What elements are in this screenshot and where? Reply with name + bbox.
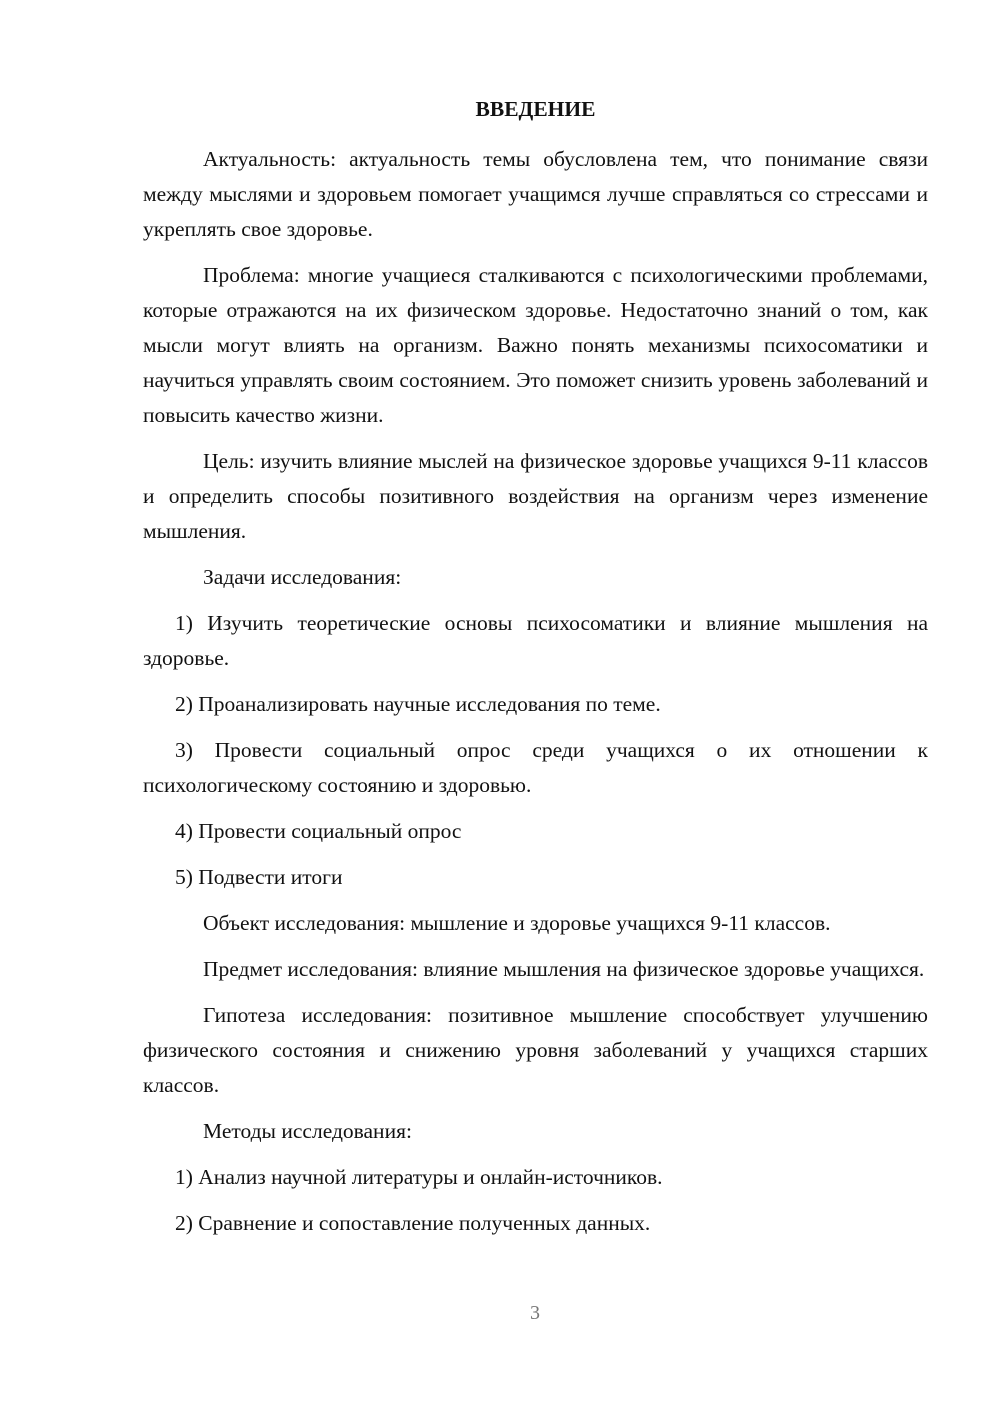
paragraph-methods-heading: Методы исследования: <box>203 1119 412 1143</box>
list-item-task-5: 5) Подвести итоги <box>175 865 343 889</box>
paragraph-relevance: Актуальность: актуальность темы обусловлена тем, что понимание связи между мыслями и здоровьем помогает учащимся лучше справляться со стрессами и укреплять свое здоровье. <box>143 147 928 241</box>
list-item-method-2: 2) Сравнение и сопоставление полученных данных. <box>175 1211 651 1235</box>
document-page <box>143 92 928 1252</box>
list-item-method-1: 1) Анализ научной литературы и онлайн-источников. <box>175 1165 663 1189</box>
paragraph-goal: Цель: изучить влияние мыслей на физическое здоровье учащихся 9-11 классов и определить способы позитивного воздействия на организм через изменение мышления. <box>143 449 928 543</box>
list-item-task-1: 1) Изучить теоретические основы психосоматики и влияние мышления на здоровье. <box>143 611 928 670</box>
list-item-task-3: 3) Провести социальный опрос среди учащихся о их отношении к психологическому состоянию и здоровью. <box>143 738 928 797</box>
paragraph-subject: Предмет исследования: влияние мышления на физическое здоровье учащихся. <box>203 957 925 981</box>
paragraph-tasks-heading: Задачи исследования: <box>203 565 402 589</box>
page-title: ВВЕДЕНИЕ <box>475 97 596 121</box>
list-item-task-4: 4) Провести социальный опрос <box>175 819 462 843</box>
page-number: 3 <box>530 1302 540 1324</box>
paragraph-object: Объект исследования: мышление и здоровье учащихся 9-11 классов. <box>203 911 831 935</box>
list-item-task-2: 2) Проанализировать научные исследования по теме. <box>175 692 661 716</box>
paragraph-hypothesis: Гипотеза исследования: позитивное мышление способствует улучшению физического состояния и снижению уровня заболеваний у учащихся старших классов. <box>143 1003 928 1097</box>
paragraph-problem: Проблема: многие учащиеся сталкиваются с психологическими проблемами, которые отражаются на их физическом здоровье. Недостаточно знаний о том, как мысли могут влиять на организм. Важно понять механизмы психосоматики и научиться управлять своим состоянием. Это поможет снизить уровень заболеваний и повысить качество жизни. <box>143 263 928 427</box>
